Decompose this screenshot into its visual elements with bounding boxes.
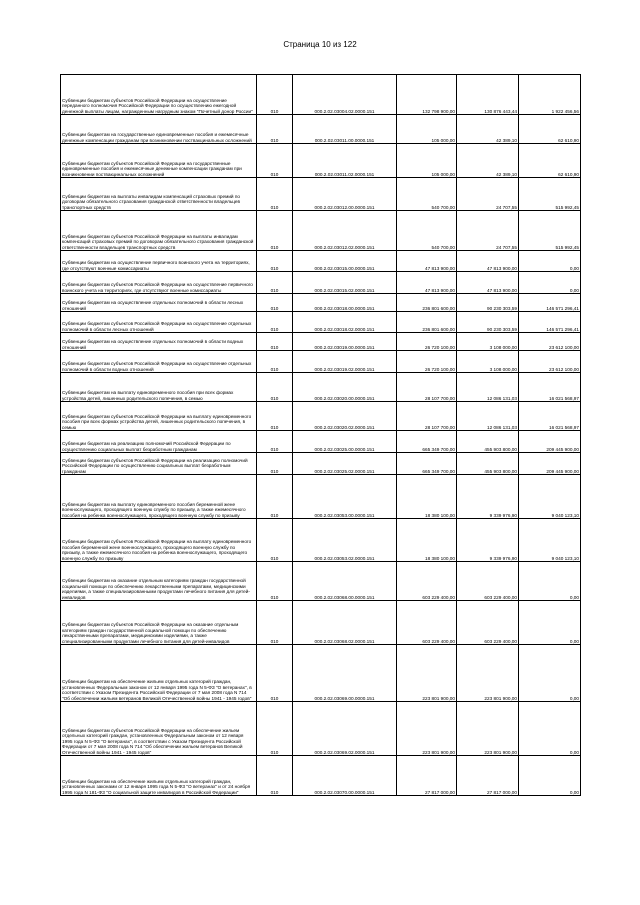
budget-code-cell: 000.2.02.03053.02.0000.151 (293, 519, 397, 562)
plan-amount-cell: 132 798 900,00 (397, 75, 457, 115)
remainder-amount-cell: 146 571 296,41 (519, 312, 581, 333)
table-row (61, 756, 581, 796)
budget-code-cell: 000.2.02.03020.00.0000.151 (293, 373, 397, 402)
table-row (61, 519, 581, 562)
table-row (61, 115, 581, 144)
plan-amount-cell: 27 817 000,00 (397, 756, 457, 796)
table-row (61, 251, 581, 272)
row-name-cell: Субвенции бюджетам на осуществление отдельных полномочий в области водных отношений (61, 333, 257, 351)
remainder-amount-cell: 0,00 (519, 601, 581, 645)
row-name-cell: Субвенции бюджетам субъектов Российской Федерации на оказание отдельным категориям граждан государственной социальной помощи по обеспечению лекарственными препаратами, медицинскими изделиями, а также специализированными продуктами лечебного питания для детей-инвалидов (61, 601, 257, 645)
admin-code-cell: 010 (257, 178, 293, 211)
remainder-amount-cell: 23 612 100,00 (519, 351, 581, 373)
row-name-cell: Субвенции бюджетам на обеспечение жильем отдельных категорий граждан, установленных законами от 12 января 1995 года N 5-ФЗ "О ветеранах" и от 24 ноября 1995 года N 181-ФЗ "О социальной защите инвалидов в Российской Федерации" (61, 756, 257, 796)
row-name-cell: Субвенции бюджетам на выплаты инвалидам компенсаций страховых премий по договорам обязательного страхования гражданской ответственности владельцев транспортных средств (61, 178, 257, 211)
remainder-amount-cell: 16 021 568,97 (519, 373, 581, 402)
row-name-cell: Субвенции бюджетам субъектов Российской Федерации на выплату единовременного пособия при всех формах устройства детей, лишенных родительского попечения, в семью (61, 402, 257, 431)
plan-amount-cell: 18 380 100,00 (397, 519, 457, 562)
admin-code-cell: 010 (257, 601, 293, 645)
budget-code-cell: 000.2.02.03019.00.0000.151 (293, 333, 397, 351)
budget-code-cell: 000.2.02.03012.02.0000.151 (293, 211, 397, 251)
executed-amount-cell: 3 108 000,00 (457, 351, 519, 373)
row-name-cell: Субвенции бюджетам субъектов Российской Федерации на государственные единовременные пособия и ежемесячные денежные компенсации гражданам при возникновении поствакцинальных осложнений (61, 144, 257, 178)
row-name-cell: Субвенции бюджетам на осуществление первичного воинского учета на территориях, где отсутствуют военные комиссариаты (61, 251, 257, 272)
row-name-cell: Субвенции бюджетам на оказание отдельным категориям граждан государственной социальной помощи по обеспечению лекарственными препаратами, медицинскими изделиями, а также специализированными продуктами лечебного питания для детей-инвалидов (61, 562, 257, 601)
row-name-cell: Субвенции бюджетам субъектов Российской Федерации на осуществление первичного воинского учета на территориях, где отсутствуют военные комиссариаты (61, 272, 257, 294)
admin-code-cell: 010 (257, 645, 293, 702)
budget-code-cell: 000.2.02.03012.00.0000.151 (293, 178, 397, 211)
budget-code-cell: 000.2.02.03011.02.0000.151 (293, 144, 397, 178)
plan-amount-cell: 28 107 700,00 (397, 373, 457, 402)
admin-code-cell: 010 (257, 519, 293, 562)
plan-amount-cell: 665 349 700,00 (397, 453, 457, 475)
executed-amount-cell: 130 876 443,44 (457, 75, 519, 115)
row-name-cell: Субвенции бюджетам на выплату единовременного пособия при всех формах устройства детей, лишенных родительского попечения, в семью (61, 373, 257, 402)
table-row (61, 702, 581, 756)
admin-code-cell: 010 (257, 756, 293, 796)
row-name-cell: Субвенции бюджетам на обеспечение жильем отдельных категорий граждан, установленных Федеральным законом от 12 января 1995 года N 5-ФЗ "О ветеранах", в соответствии с Указом Президента Российской Федерации от 7 мая 2008 года N 714 "Об обеспечении жильем ветеранов Великой Отечественной войны 1941 - 1945 годов" (61, 645, 257, 702)
plan-amount-cell: 47 813 900,00 (397, 251, 457, 272)
budget-code-cell: 000.2.02.03068.00.0000.151 (293, 562, 397, 601)
remainder-amount-cell: 16 021 568,97 (519, 402, 581, 431)
table-row (61, 75, 581, 115)
executed-amount-cell: 603 229 400,00 (457, 562, 519, 601)
admin-code-cell: 010 (257, 75, 293, 115)
remainder-amount-cell: 0,00 (519, 562, 581, 601)
executed-amount-cell: 223 801 900,00 (457, 702, 519, 756)
budget-code-cell: 000.2.02.03069.02.0000.151 (293, 702, 397, 756)
admin-code-cell: 010 (257, 402, 293, 431)
budget-code-cell: 000.2.02.03015.02.0000.151 (293, 272, 397, 294)
budget-code-cell: 000.2.02.03068.02.0000.151 (293, 601, 397, 645)
row-name-cell: Субвенции бюджетам на реализацию полномочий Российской Федерации по осуществлению социальных выплат безработным гражданам (61, 431, 257, 453)
budget-code-cell: 000.2.02.03069.00.0000.151 (293, 645, 397, 702)
remainder-amount-cell: 515 992,45 (519, 178, 581, 211)
row-name-cell: Субвенции бюджетам на государственные единовременные пособия и ежемесячные денежные компенсации гражданам при возникновении поствакцинальных осложнений (61, 115, 257, 144)
table-row (61, 312, 581, 333)
table-row (61, 645, 581, 702)
row-name-cell: Субвенции бюджетам субъектов Российской Федерации на реализацию полномочий Российской Федерации по осуществлению социальных выплат безработным гражданам (61, 453, 257, 475)
executed-amount-cell: 12 086 131,03 (457, 402, 519, 431)
remainder-amount-cell: 62 610,90 (519, 115, 581, 144)
admin-code-cell: 010 (257, 251, 293, 272)
plan-amount-cell: 26 720 100,00 (397, 333, 457, 351)
executed-amount-cell: 223 801 900,00 (457, 645, 519, 702)
admin-code-cell: 010 (257, 333, 293, 351)
executed-amount-cell: 47 813 900,00 (457, 251, 519, 272)
row-name-cell: Субвенции бюджетам субъектов Российской Федерации на выплату единовременного пособия беременной жене военнослужащего, проходящего военную службу по призыву, а также ежемесячного пособия на ребенка военнослужащего, проходящего военную службу по призыву (61, 519, 257, 562)
plan-amount-cell: 47 813 900,00 (397, 272, 457, 294)
table-row (61, 601, 581, 645)
plan-amount-cell: 26 720 100,00 (397, 351, 457, 373)
table-row (61, 402, 581, 431)
table-row (61, 272, 581, 294)
remainder-amount-cell: 1 922 456,56 (519, 75, 581, 115)
executed-amount-cell: 9 339 976,90 (457, 475, 519, 519)
executed-amount-cell: 42 389,10 (457, 115, 519, 144)
remainder-amount-cell: 209 445 900,00 (519, 453, 581, 475)
budget-code-cell: 000.2.02.03019.02.0000.151 (293, 351, 397, 373)
admin-code-cell: 010 (257, 115, 293, 144)
table-row (61, 431, 581, 453)
executed-amount-cell: 47 813 900,00 (457, 272, 519, 294)
row-name-cell: Субвенции бюджетам субъектов Российской Федерации на выплаты инвалидам компенсаций страховых премий по договорам обязательного страхования гражданской ответственности владельцев транспортных средств (61, 211, 257, 251)
executed-amount-cell: 12 086 131,03 (457, 373, 519, 402)
admin-code-cell: 010 (257, 475, 293, 519)
remainder-amount-cell: 62 610,90 (519, 144, 581, 178)
plan-amount-cell: 236 801 600,00 (397, 294, 457, 312)
admin-code-cell: 010 (257, 211, 293, 251)
plan-amount-cell: 105 000,00 (397, 115, 457, 144)
table-body (61, 75, 581, 796)
plan-amount-cell: 540 700,00 (397, 178, 457, 211)
remainder-amount-cell: 23 612 100,00 (519, 333, 581, 351)
budget-code-cell: 000.2.02.03018.00.0000.151 (293, 294, 397, 312)
executed-amount-cell: 455 903 800,00 (457, 431, 519, 453)
table-row (61, 211, 581, 251)
budget-code-cell: 000.2.02.03020.02.0000.151 (293, 402, 397, 431)
row-name-cell: Субвенции бюджетам субъектов Российской Федерации на обеспечение жильем отдельных категорий граждан, установленных Федеральным законом от 12 января 1995 года N 5-ФЗ "О ветеранах", в соответствии с Указом Президента Российской Федерации от 7 мая 2008 года N 714 "Об обеспечении жильем ветеранов Великой Отечественной войны 1941 - 1945 годов" (61, 702, 257, 756)
table-row (61, 351, 581, 373)
remainder-amount-cell: 0,00 (519, 251, 581, 272)
plan-amount-cell: 223 801 900,00 (397, 702, 457, 756)
admin-code-cell: 010 (257, 144, 293, 178)
admin-code-cell: 010 (257, 562, 293, 601)
row-name-cell: Субвенции бюджетам субъектов Российской Федерации на осуществление отдельных полномочий в области лесных отношений (61, 312, 257, 333)
page-number-label: Страница 10 из 122 (283, 40, 357, 49)
plan-amount-cell: 105 000,00 (397, 144, 457, 178)
row-name-cell: Субвенции бюджетам субъектов Российской Федерации на осуществление отдельных полномочий в области водных отношений (61, 351, 257, 373)
plan-amount-cell: 28 107 700,00 (397, 402, 457, 431)
admin-code-cell: 010 (257, 312, 293, 333)
remainder-amount-cell: 9 040 123,10 (519, 475, 581, 519)
budget-code-cell: 000.2.02.03011.00.0000.151 (293, 115, 397, 144)
executed-amount-cell: 24 707,55 (457, 178, 519, 211)
executed-amount-cell: 27 817 000,00 (457, 756, 519, 796)
executed-amount-cell: 9 339 976,90 (457, 519, 519, 562)
budget-code-cell: 000.2.02.03015.00.0000.151 (293, 251, 397, 272)
executed-amount-cell: 90 230 303,59 (457, 312, 519, 333)
admin-code-cell: 010 (257, 272, 293, 294)
budget-code-cell: 000.2.02.03018.02.0000.151 (293, 312, 397, 333)
revenue-table (60, 74, 581, 796)
admin-code-cell: 010 (257, 373, 293, 402)
budget-code-cell: 000.2.02.03025.00.0000.151 (293, 431, 397, 453)
executed-amount-cell: 90 230 303,59 (457, 294, 519, 312)
executed-amount-cell: 42 389,10 (457, 144, 519, 178)
row-name-cell: Субвенции бюджетам на выплату единовременного пособия беременной жене военнослужащего, проходящего военную службу по призыву, а также ежемесячного пособия на ребенка военнослужащего, проходящего военную службу по призыву (61, 475, 257, 519)
executed-amount-cell: 455 903 800,00 (457, 453, 519, 475)
plan-amount-cell: 603 229 400,00 (397, 601, 457, 645)
row-name-cell: Субвенции бюджетам субъектов Российской Федерации на осуществление переданного полномочия Российской Федерации по осуществлению ежегодной денежной выплаты лицам, награжденным нагрудным знаком "Почетный донор России" (61, 75, 257, 115)
admin-code-cell: 010 (257, 453, 293, 475)
table-row (61, 373, 581, 402)
remainder-amount-cell: 0,00 (519, 756, 581, 796)
plan-amount-cell: 18 380 100,00 (397, 475, 457, 519)
plan-amount-cell: 236 801 600,00 (397, 312, 457, 333)
budget-code-cell: 000.2.02.03025.02.0000.151 (293, 453, 397, 475)
executed-amount-cell: 3 108 000,00 (457, 333, 519, 351)
table-row (61, 562, 581, 601)
executed-amount-cell: 603 229 400,00 (457, 601, 519, 645)
remainder-amount-cell: 0,00 (519, 702, 581, 756)
remainder-amount-cell: 146 571 296,41 (519, 294, 581, 312)
table-row (61, 475, 581, 519)
plan-amount-cell: 603 229 400,00 (397, 562, 457, 601)
remainder-amount-cell: 9 040 123,10 (519, 519, 581, 562)
budget-code-cell: 000.2.02.03053.00.0000.151 (293, 475, 397, 519)
table-row (61, 294, 581, 312)
plan-amount-cell: 223 801 900,00 (397, 645, 457, 702)
table-row (61, 144, 581, 178)
admin-code-cell: 010 (257, 351, 293, 373)
table-row (61, 333, 581, 351)
budget-code-cell: 000.2.02.03070.00.0000.151 (293, 756, 397, 796)
remainder-amount-cell: 0,00 (519, 645, 581, 702)
plan-amount-cell: 665 349 700,00 (397, 431, 457, 453)
remainder-amount-cell: 515 992,45 (519, 211, 581, 251)
admin-code-cell: 010 (257, 431, 293, 453)
remainder-amount-cell: 0,00 (519, 272, 581, 294)
table-row (61, 453, 581, 475)
budget-code-cell: 000.2.02.03004.02.0000.151 (293, 75, 397, 115)
row-name-cell: Субвенции бюджетам на осуществление отдельных полномочий в области лесных отношений (61, 294, 257, 312)
remainder-amount-cell: 209 445 900,00 (519, 431, 581, 453)
table-row (61, 178, 581, 211)
admin-code-cell: 010 (257, 294, 293, 312)
admin-code-cell: 010 (257, 702, 293, 756)
executed-amount-cell: 24 707,55 (457, 211, 519, 251)
plan-amount-cell: 540 700,00 (397, 211, 457, 251)
